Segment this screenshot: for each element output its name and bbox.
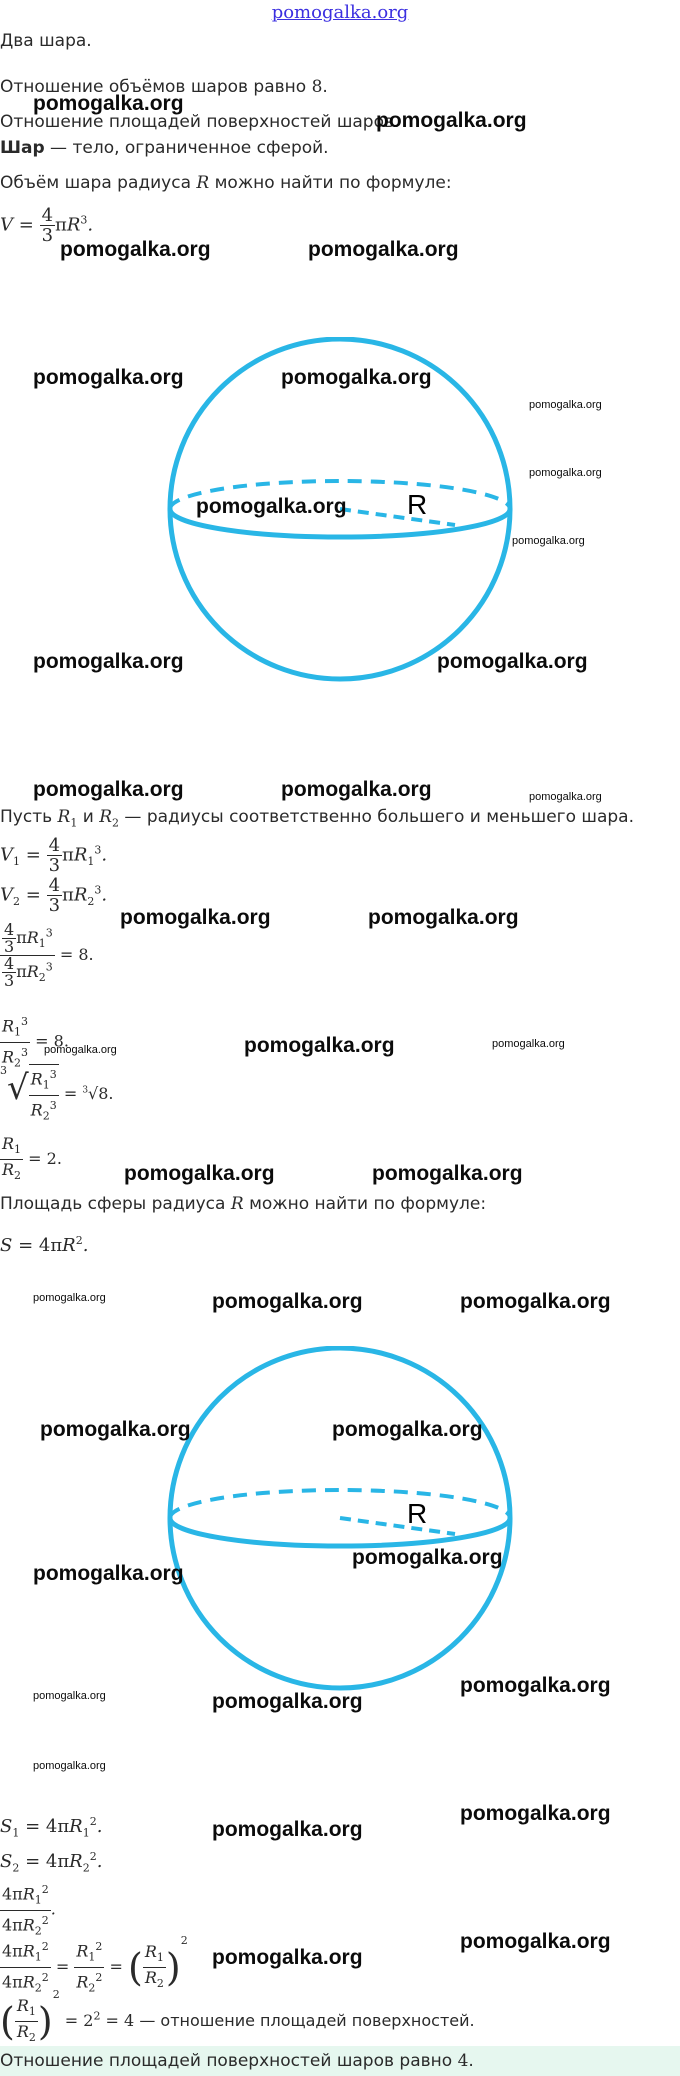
area-intro-r: R bbox=[230, 1194, 244, 1214]
volume-ratio-formula: $\frac{4}{3}$ $\pi R_1^3$ $\frac{4}{3}$ $\pi R_2^3$ = 8. bbox=[0, 922, 94, 989]
watermark: pomogalka.org bbox=[460, 1674, 611, 1697]
watermark: pomogalka.org bbox=[281, 366, 432, 389]
watermark: pomogalka.org bbox=[33, 92, 184, 115]
watermark: pomogalka.org bbox=[212, 1690, 363, 1713]
area-ratio-result: ( $\frac{R_1}{R_2}$ )$^2 = 2^2 = 4$ — отношение площадей поверхностей. bbox=[0, 1988, 475, 2045]
equator-back bbox=[170, 1490, 510, 1518]
watermark: pomogalka.org bbox=[212, 1818, 363, 1841]
let-text-2: — радиусы соответственно большего и меньшего шара. bbox=[119, 807, 634, 827]
watermark: pomogalka.org bbox=[460, 1290, 611, 1313]
watermark: pomogalka.org bbox=[308, 238, 459, 261]
volume-intro-text-2: можно найти по формуле: bbox=[209, 173, 452, 193]
watermark: pomogalka.org bbox=[332, 1418, 483, 1441]
area-ratio-fraction: $\frac{4\pi R_1^2}{4\pi R_2^2}$ . bbox=[0, 1880, 56, 1940]
watermark: pomogalka.org bbox=[44, 1044, 117, 1056]
watermark: pomogalka.org bbox=[372, 1162, 523, 1185]
watermark: pomogalka.org bbox=[212, 1946, 363, 1969]
radius-line bbox=[340, 1518, 455, 1534]
condition-volume: Отношение объёмов шаров равно 8. bbox=[0, 77, 328, 97]
area-ratio-chain: $\frac{4\pi R_1^2}{4\pi R_2^2}$ = $\frac{R_1^2}{R_2^2}$ = ( $\frac{R_1}{R_2}$ )$^2$ bbox=[2, 1934, 188, 1995]
radius-line bbox=[340, 509, 455, 525]
watermark: pomogalka.org bbox=[40, 1418, 191, 1441]
watermark: pomogalka.org bbox=[60, 238, 211, 261]
radius-ratio-formula: $\frac{R_1}{R_2}$ = 2. bbox=[2, 1134, 62, 1183]
area-intro bbox=[0, 1193, 486, 1215]
cube-ratio-formula: $\frac{R_1^3}{R_2^3}$ = 8. bbox=[0, 1012, 69, 1072]
answer-box: Отношение площадей поверхностей шаров равно 4. bbox=[0, 2046, 680, 2076]
watermark: pomogalka.org bbox=[212, 1290, 363, 1313]
watermark: pomogalka.org bbox=[368, 906, 519, 929]
watermark: pomogalka.org bbox=[529, 399, 602, 411]
area-intro-text-2: можно найти по формуле: bbox=[243, 1194, 487, 1214]
v2-formula: $V_2$ = $\frac{4}{3}$ $\pi R_2^3$. bbox=[0, 875, 108, 916]
v1-formula: $V_1$ = $\frac{4}{3}$ $\pi R_1^3$. bbox=[0, 835, 108, 876]
volume-intro-r: R bbox=[196, 173, 210, 193]
watermark: pomogalka.org bbox=[244, 1034, 395, 1057]
sphere-definition bbox=[0, 137, 329, 159]
condition-area: Отношение площадей поверхностей шаров. bbox=[0, 112, 400, 132]
ratio-text: — отношение площадей поверхностей. bbox=[134, 2011, 475, 2030]
watermark: pomogalka.org bbox=[33, 1562, 184, 1585]
watermark: pomogalka.org bbox=[512, 535, 585, 547]
watermark: pomogalka.org bbox=[196, 495, 347, 518]
watermark: pomogalka.org bbox=[460, 1802, 611, 1825]
watermark: pomogalka.org bbox=[124, 1162, 275, 1185]
let-text: Пусть bbox=[0, 807, 58, 827]
watermark: pomogalka.org bbox=[460, 1930, 611, 1953]
watermark: pomogalka.org bbox=[437, 650, 588, 673]
watermark: pomogalka.org bbox=[529, 791, 602, 803]
watermark: pomogalka.org bbox=[492, 1038, 565, 1050]
definition-text: — тело, ограниченное сферой. bbox=[44, 138, 329, 158]
s1-formula: $S_1 = 4\pi R_1^2$. bbox=[0, 1815, 103, 1840]
definition-term: Шар bbox=[0, 138, 45, 158]
area-intro-text: Площадь сферы радиуса bbox=[0, 1194, 231, 1214]
watermark: pomogalka.org bbox=[281, 778, 432, 801]
condition-volume-text: Отношение объёмов шаров равно bbox=[0, 77, 312, 97]
watermark: pomogalka.org bbox=[33, 778, 184, 801]
watermark: pomogalka.org bbox=[529, 467, 602, 479]
area-formula: $S = 4\pi R^2$. bbox=[0, 1234, 89, 1256]
watermark: pomogalka.org bbox=[33, 1690, 106, 1702]
watermark: pomogalka.org bbox=[33, 650, 184, 673]
volume-intro-text: Объём шара радиуса bbox=[0, 173, 197, 193]
watermark: pomogalka.org bbox=[352, 1546, 503, 1569]
watermark: pomogalka.org bbox=[120, 906, 271, 929]
watermark: pomogalka.org bbox=[33, 1292, 106, 1304]
radius-label: R bbox=[407, 1498, 428, 1529]
condition-volume-value: 8 bbox=[311, 77, 323, 97]
watermark: pomogalka.org bbox=[33, 1760, 106, 1772]
s2-formula: $S_2 = 4\pi R_2^2$. bbox=[0, 1850, 103, 1875]
volume-formula: V = $\frac{4}{3}$ $\pi R^3$. bbox=[0, 205, 94, 246]
watermark: pomogalka.org bbox=[376, 109, 527, 132]
watermark: pomogalka.org bbox=[33, 366, 184, 389]
let-radii: Пусть $R_1$ и $R_2$ — радиусы соответственно большего и меньшего шара. bbox=[0, 807, 634, 830]
sphere-diagram-2 bbox=[165, 1346, 515, 1696]
answer-value: 4 bbox=[457, 2051, 469, 2071]
problem-title: Два шара. bbox=[0, 31, 92, 51]
site-link[interactable]: pomogalka.org bbox=[271, 2, 409, 23]
equator-front bbox=[170, 1518, 510, 1546]
answer-text: Отношение площадей поверхностей шаров равно bbox=[0, 2051, 458, 2071]
cube-root-formula: $^3$√ $\frac{R_1^3}{R_2^3}$ = $^3$√8. bbox=[0, 1064, 114, 1125]
radius-label: R bbox=[407, 489, 428, 520]
volume-intro bbox=[0, 172, 452, 194]
